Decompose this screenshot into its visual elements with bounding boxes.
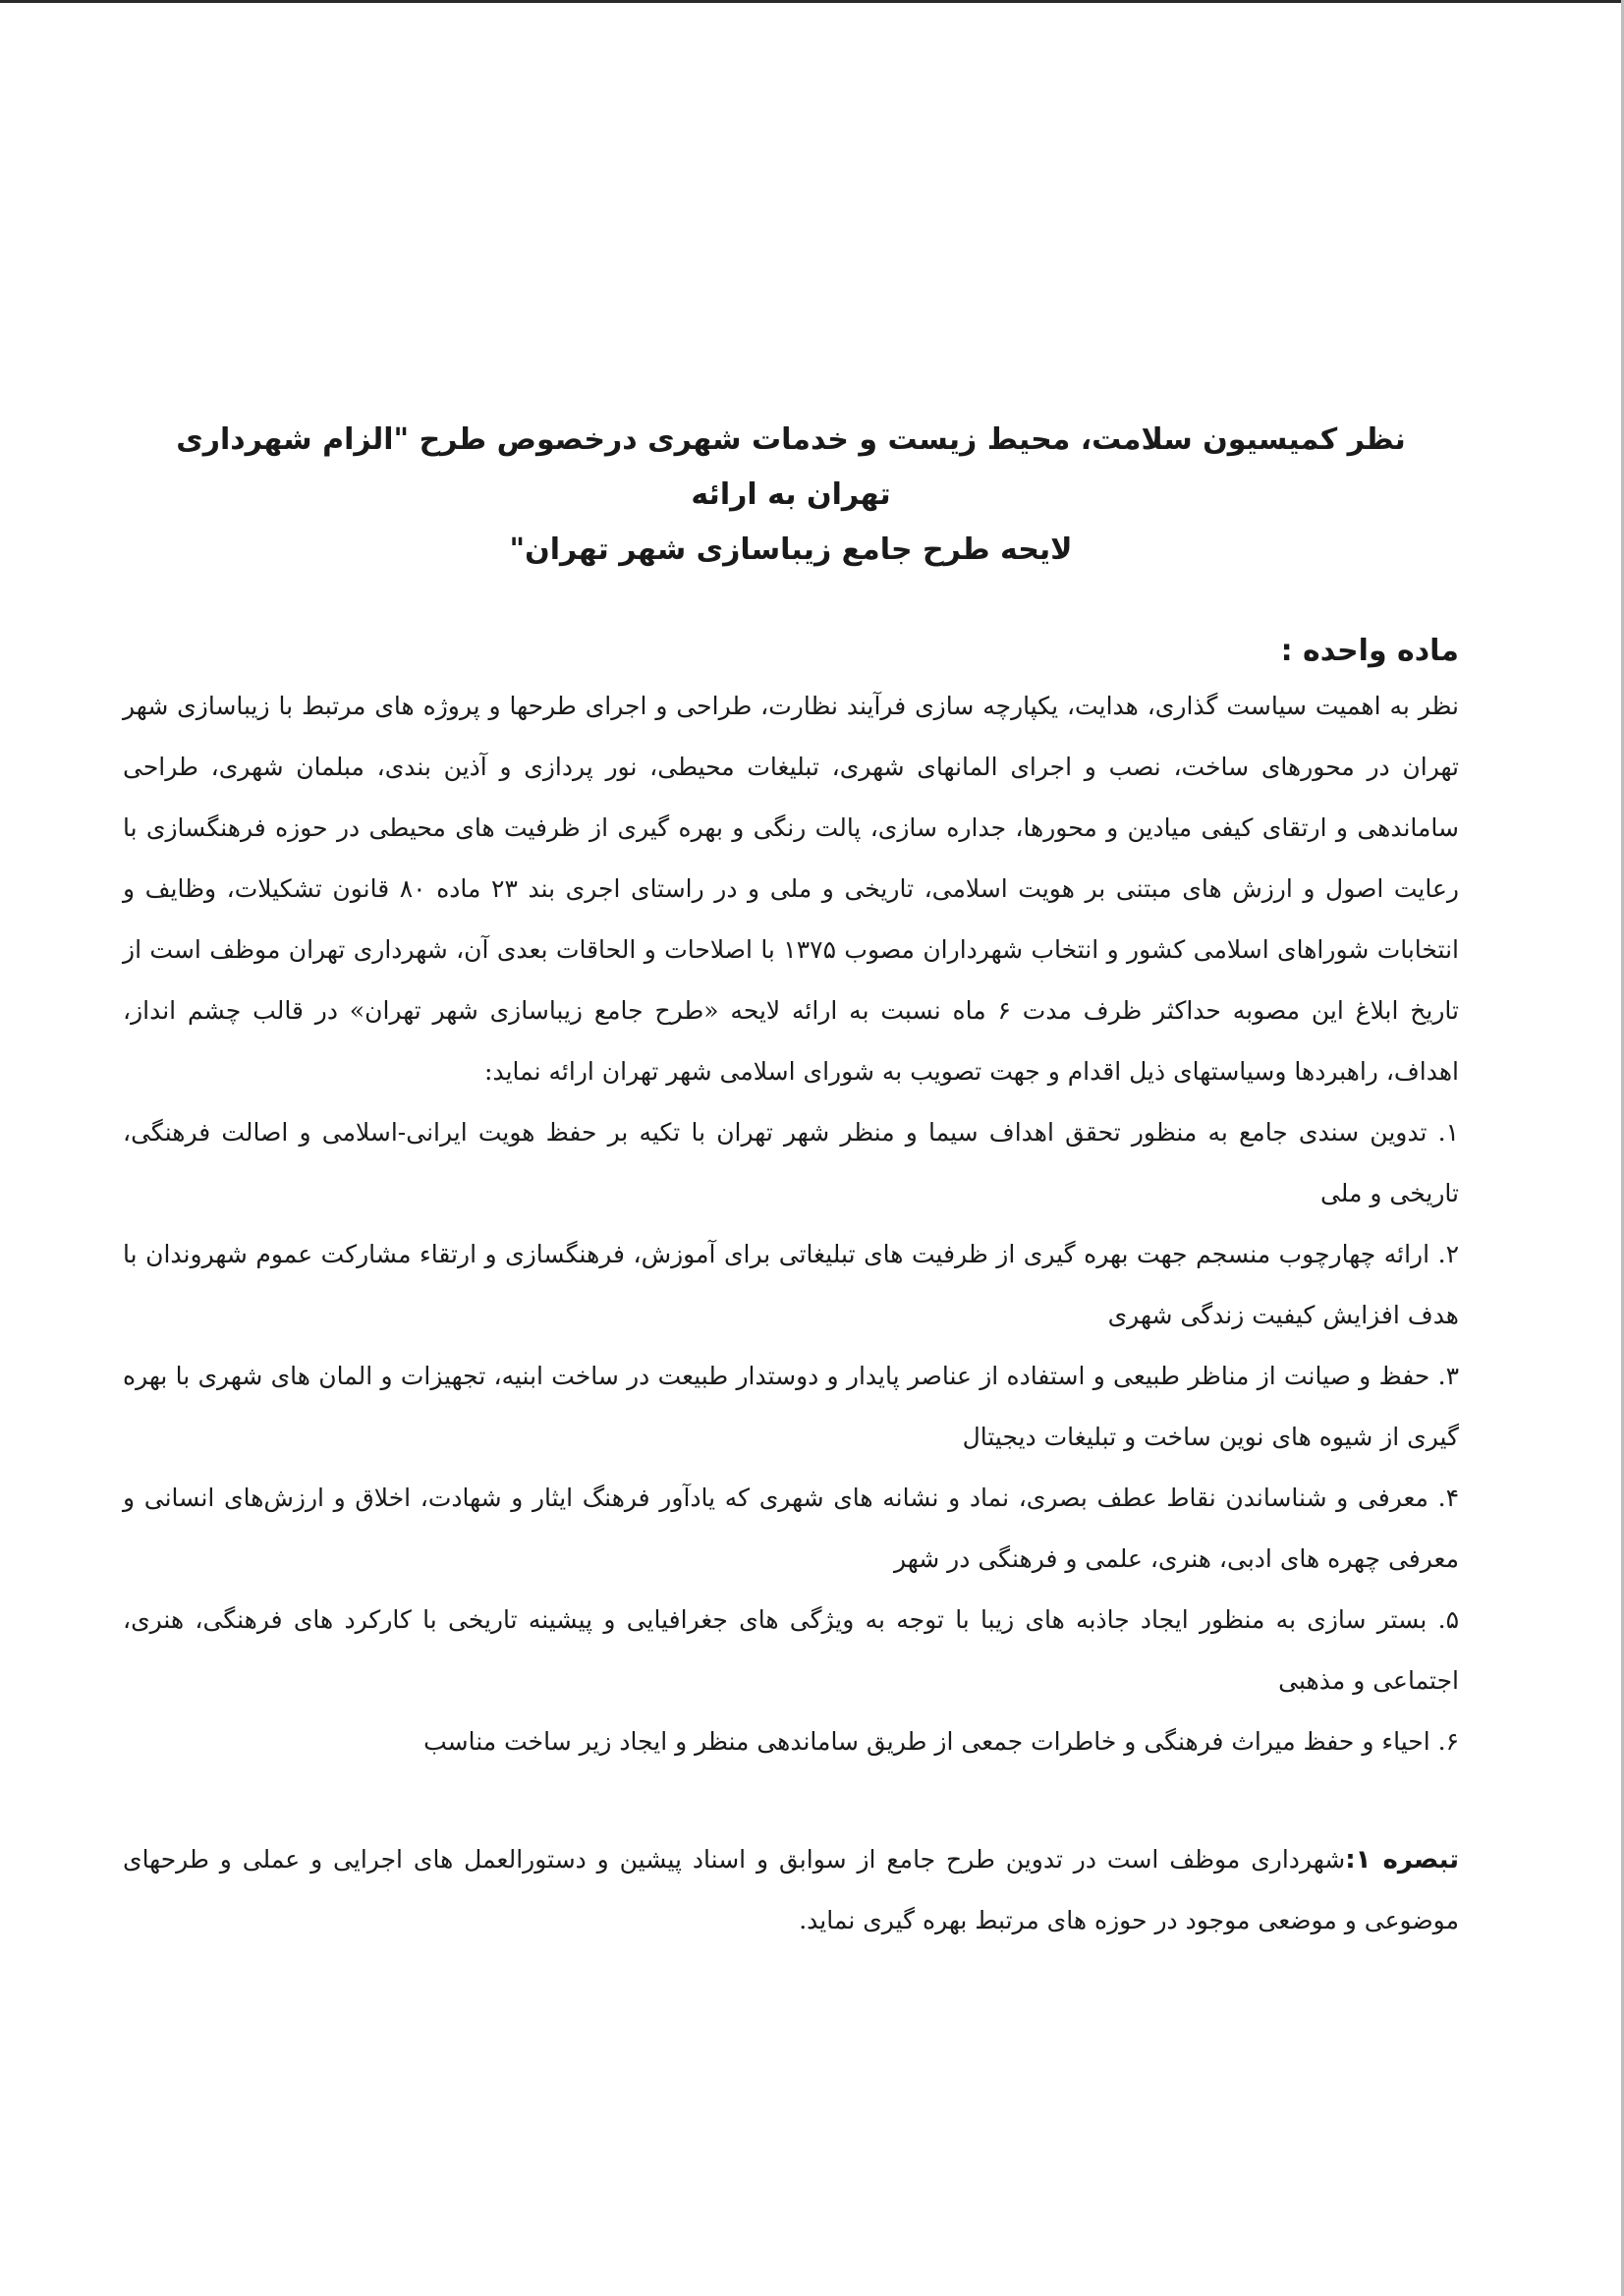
list-item: ۵. بستر سازی به منظور ایجاد جاذبه های زیبا با توجه به ویژگی های جغرافیایی و پیشینه تاریخی با کارکرد های فرهنگی، هنری، اجتماعی و مذهبی — [123, 1605, 1459, 1695]
article-body: نظر به اهمیت سیاست گذاری، هدایت، یکپارچه سازی فرآیند نظارت، طراحی و اجرای طرحها و پروژه های مرتبط با زیباسازی شهر تهران در محورهای ساخت، نصب و اجرای المانهای شهری، تبلیغات محیطی، نور پردازی و آذین بندی، مبلمان شهری، طراحی ساماندهی و ارتقای کیفی میادین و محورها، جداره سازی، پالت رنگی و بهره گیری از ظرفیت های محیطی در حوزه فرهنگسازی با رعایت اصول و ارزش های مبتنی بر هویت اسلامی، تاریخی و ملی و در راستای اجری بند ۲۳ ماده ۸۰ قانون تشکیلات، وظایف و انتخابات شوراهای اسلامی کشور و انتخاب شهرداران مصوب ۱۳۷۵ با اصلاحات و الحاقات بعدی آن، شهرداری تهران موظف است از تاریخ ابلاغ این مصوبه حداکثر ظرف مدت ۶ ماه نسبت به ارائه لایحه «طرح جامع زیباسازی شهر تهران» در قالب چشم انداز، اهداف، راهبردها وسیاستهای ذیل اقدام و جهت تصویب به شورای اسلامی شهر تهران ارائه نماید: — [123, 692, 1460, 1086]
article-items-list — [123, 1102, 1459, 1772]
document-title — [123, 413, 1459, 578]
document-page — [123, 413, 1459, 1951]
title-line-1: نظر کمیسیون سلامت، محیط زیست و خدمات شهری درخصوص طرح "الزام شهرداری تهران به ارائه — [176, 422, 1406, 512]
scan-edge-top — [0, 0, 1624, 3]
list-item: ۶. احیاء و حفظ میراث فرهنگی و خاطرات جمعی از طریق ساماندهی منظر و ایجاد زیر ساخت مناسب — [423, 1727, 1459, 1756]
article-heading: ماده واحده : — [1280, 634, 1459, 668]
note-paragraph — [123, 1829, 1459, 1951]
list-item: ۴. معرفی و شناساندن نقاط عطف بصری، نماد و نشانه های شهری که یادآور فرهنگ ایثار و شهادت، اخلاق و ارزش‌های انسانی و معرفی چهره های ادبی، هنری، علمی و فرهنگی در شهر — [123, 1484, 1459, 1573]
list-item: ۳. حفظ و صیانت از مناظر طبیعی و استفاده از عناصر پایدار و دوستدار طبیعت در ساخت ابنیه، تجهیزات و المان های شهری با بهره گیری از شیوه های نوین ساخت و تبلیغات دیجیتال — [123, 1362, 1459, 1451]
title-line-2: لایحه طرح جامع زیباسازی شهر تهران" — [509, 532, 1073, 567]
note-label: تبصره ۱: — [1345, 1845, 1459, 1875]
list-item: ۲. ارائه چهارچوب منسجم جهت بهره گیری از ظرفیت های تبلیغاتی برای آموزش، فرهنگسازی و ارتقاء مشارکت عموم شهروندان با هدف افزایش کیفیت زندگی شهری — [123, 1240, 1459, 1329]
note-text: شهرداری موظف است در تدوین طرح جامع از سوابق و اسناد پیشین و دستورالعمل های اجرایی و عملی و طرحهای موضوعی و موضعی موجود در حوزه های مرتبط بهره گیری نماید. — [123, 1845, 1459, 1934]
list-item: ۱. تدوین سندی جامع به منظور تحقق اهداف سیما و منظر شهر تهران با تکیه بر حفظ هویت ایرانی-اسلامی و اصالت فرهنگی، تاریخی و ملی — [123, 1118, 1459, 1207]
